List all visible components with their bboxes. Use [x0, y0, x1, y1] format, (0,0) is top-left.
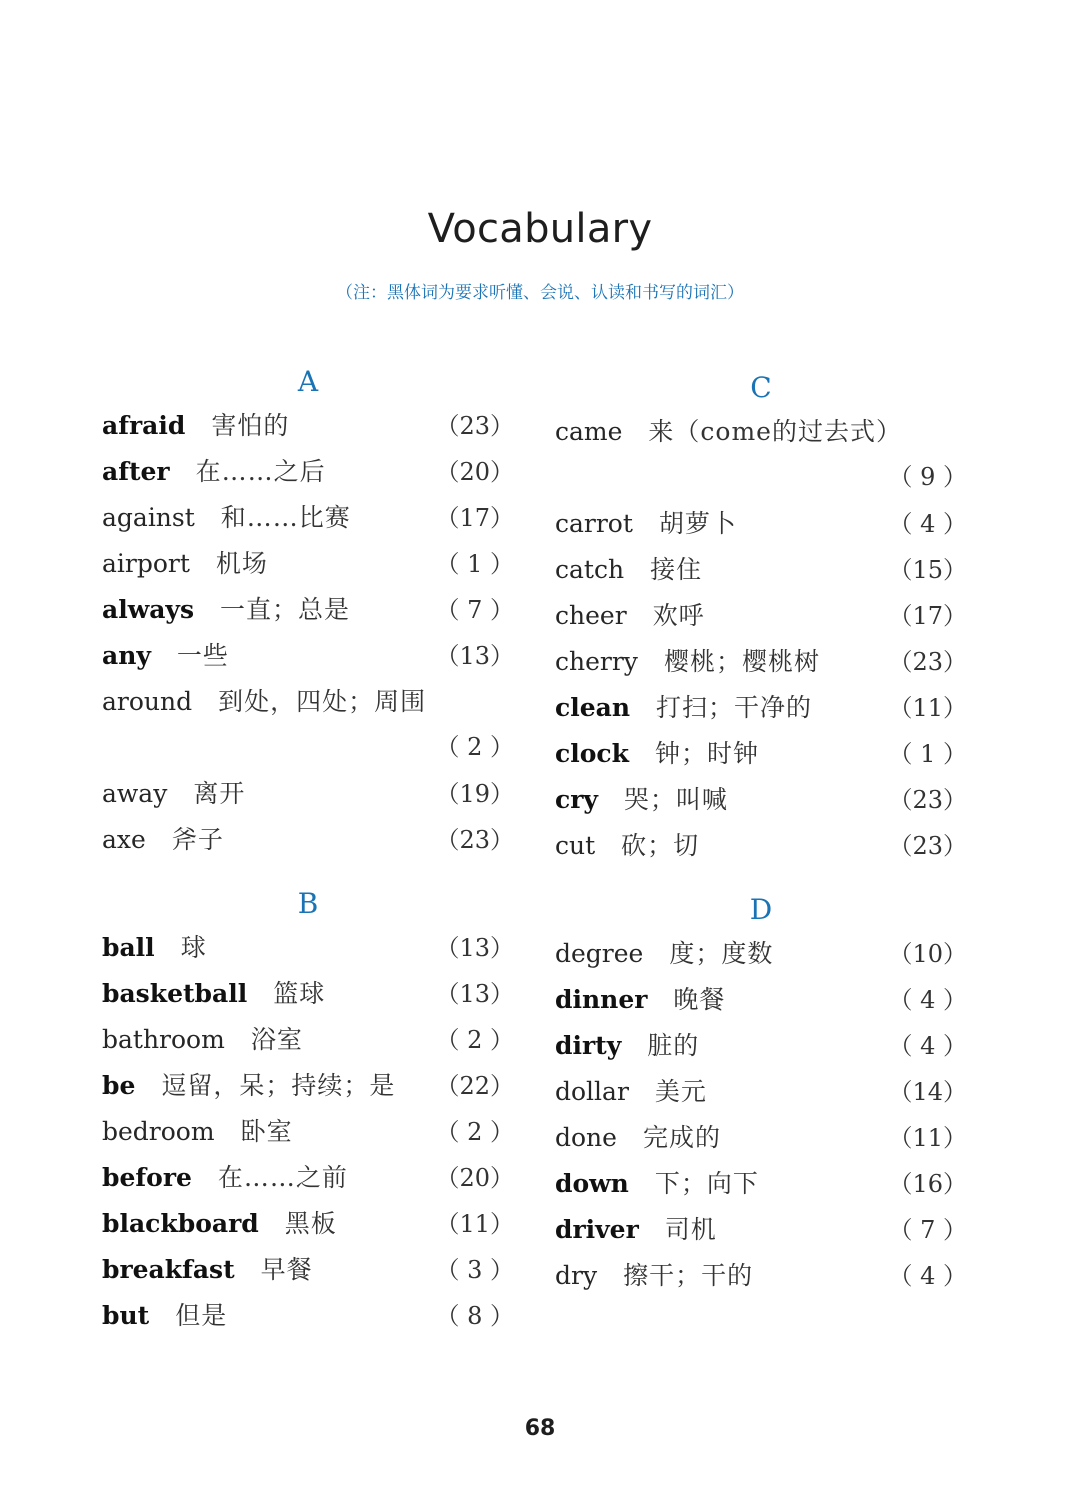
vocab-entry-cheer: [555, 596, 967, 636]
entry-lesson: （23）: [435, 826, 514, 854]
entry-meaning: 脏的: [647, 1031, 700, 1060]
entry-lesson: （23）: [888, 786, 967, 814]
entry-meaning: 浴室: [250, 1025, 303, 1054]
entry-word: against: [102, 503, 195, 532]
vocab-entry-airport: [102, 544, 514, 584]
entry-lesson: （23）: [888, 832, 967, 860]
entry-meaning: 司机: [664, 1215, 717, 1244]
entry-word: clean: [555, 693, 630, 722]
entry-lesson: （ 2 ）: [435, 1026, 514, 1054]
vocab-entry-cherry: [555, 642, 967, 682]
entry-meaning: 欢呼: [652, 601, 705, 630]
vocab-entry-before: [102, 1158, 514, 1198]
entry-meaning: 到处，四处；周围: [218, 687, 427, 716]
entry-lesson: （20）: [435, 1164, 514, 1192]
entry-meaning: 一直；总是: [220, 595, 351, 624]
vocab-entry-afraid: [102, 406, 514, 446]
entry-meaning: 篮球: [273, 979, 326, 1008]
vocab-entry-dinner: [555, 980, 967, 1020]
entry-lesson: （ 4 ）: [888, 510, 967, 538]
entry-lesson: （ 7 ）: [888, 1216, 967, 1244]
entry-lesson: （20）: [435, 458, 514, 486]
vocab-entry-catch: [555, 550, 967, 590]
section-letter-b: B: [297, 887, 319, 920]
entry-word: afraid: [102, 411, 186, 440]
entry-word: ball: [102, 933, 155, 962]
vocab-entry-against: [102, 498, 514, 538]
vocab-entry-dollar: [555, 1072, 967, 1112]
entry-meaning: 离开: [193, 779, 246, 808]
entry-word: cheer: [555, 601, 627, 630]
entry-lesson: （11）: [888, 694, 967, 722]
page-title: Vocabulary: [427, 206, 653, 252]
entry-word: degree: [555, 939, 644, 968]
entry-word: done: [555, 1123, 617, 1152]
entry-lesson: （ 4 ）: [888, 1262, 967, 1290]
entry-word: always: [102, 595, 195, 624]
vocab-entry-came: [555, 412, 967, 452]
entry-word: bedroom: [102, 1117, 215, 1146]
vocab-entry-degree: [555, 934, 967, 974]
entry-meaning: 卧室: [240, 1117, 293, 1146]
entry-lesson: （10）: [888, 940, 967, 968]
entry-word: dinner: [555, 985, 648, 1014]
entry-word: cut: [555, 831, 596, 860]
entry-meaning: 球: [180, 933, 207, 962]
entry-meaning: 来（come的过去式）: [648, 417, 902, 446]
entry-lesson: （17）: [888, 602, 967, 630]
entry-lesson: （ 1 ）: [888, 740, 967, 768]
section-letter-a: A: [297, 365, 319, 398]
entry-meaning: 哭；叫喊: [623, 785, 728, 814]
vocab-entry-clock: [555, 734, 967, 774]
entry-lesson: （23）: [888, 648, 967, 676]
entry-word: blackboard: [102, 1209, 259, 1238]
entry-meaning: 早餐: [260, 1255, 313, 1284]
entry-word: driver: [555, 1215, 639, 1244]
entry-lesson: （ 7 ）: [435, 596, 514, 624]
vocab-entry-basketball: [102, 974, 514, 1014]
section-letter-c: C: [750, 371, 772, 404]
entry-meaning: 完成的: [642, 1123, 721, 1152]
entry-meaning: 打扫；干净的: [656, 693, 813, 722]
page-note: （注：黑体词为要求听懂、会说、认读和书写的词汇）: [336, 283, 744, 303]
entry-lesson: （19）: [435, 780, 514, 808]
entry-lesson: （17）: [435, 504, 514, 532]
entry-word: but: [102, 1301, 150, 1330]
entry-meaning: 胡萝卜: [658, 509, 737, 538]
entry-word: around: [102, 687, 193, 716]
entry-word: dry: [555, 1261, 598, 1290]
vocab-entry-around-lesson: [102, 727, 514, 767]
entry-lesson: （14）: [888, 1078, 967, 1106]
entry-lesson: （ 4 ）: [888, 986, 967, 1014]
vocab-entry-bathroom: [102, 1020, 514, 1060]
vocab-entry-away: [102, 774, 514, 814]
entry-word: after: [102, 457, 170, 486]
entry-meaning: 接住: [650, 555, 703, 584]
entry-lesson: （ 1 ）: [435, 550, 514, 578]
entry-meaning: 美元: [654, 1077, 707, 1106]
entry-meaning: 一些: [176, 641, 229, 670]
entry-meaning: 砍；切: [621, 831, 700, 860]
entry-lesson: （ 2 ）: [435, 1118, 514, 1146]
entry-word: carrot: [555, 509, 633, 538]
entry-lesson: （16）: [888, 1170, 967, 1198]
entry-word: breakfast: [102, 1255, 235, 1284]
entry-word: clock: [555, 739, 629, 768]
entry-lesson: （23）: [435, 412, 514, 440]
vocab-entry-ball: [102, 928, 514, 968]
entry-meaning: 害怕的: [211, 411, 290, 440]
vocab-entry-after: [102, 452, 514, 492]
entry-meaning: 晚餐: [673, 985, 726, 1014]
entry-lesson: （13）: [435, 980, 514, 1008]
entry-lesson: （22）: [435, 1072, 514, 1100]
vocab-entry-done: [555, 1118, 967, 1158]
vocab-entry-came-lesson: [555, 457, 967, 497]
section-letter-d: D: [749, 893, 773, 926]
vocab-entry-down: [555, 1164, 967, 1204]
vocab-entry-carrot: [555, 504, 967, 544]
entry-meaning: 机场: [215, 549, 268, 578]
entry-word: be: [102, 1071, 136, 1100]
vocab-entry-dirty: [555, 1026, 967, 1066]
entry-meaning: 黑板: [284, 1209, 337, 1238]
entry-meaning: 樱桃；樱桃树: [663, 647, 820, 676]
entry-meaning: 度；度数: [669, 939, 774, 968]
entry-meaning: 逗留，呆；持续；是: [161, 1071, 396, 1100]
entry-meaning: 在……之后: [195, 457, 326, 486]
entry-word: dirty: [555, 1031, 622, 1060]
entry-meaning: 和……比赛: [220, 503, 351, 532]
entry-word: basketball: [102, 979, 248, 1008]
page-number: 68: [524, 1416, 556, 1441]
entry-meaning: 擦干；干的: [623, 1261, 754, 1290]
entry-meaning: 钟；时钟: [654, 739, 759, 768]
entry-word: away: [102, 779, 168, 808]
vocab-entry-always: [102, 590, 514, 630]
entry-word: cherry: [555, 647, 638, 676]
entry-word: any: [102, 641, 151, 670]
vocab-entry-be: [102, 1066, 514, 1106]
entry-meaning: 但是: [175, 1301, 228, 1330]
vocab-entry-around: [102, 682, 514, 722]
entry-word: bathroom: [102, 1025, 225, 1054]
entry-word: axe: [102, 825, 146, 854]
entry-word: airport: [102, 549, 190, 578]
vocab-entry-cry: [555, 780, 967, 820]
vocab-entry-driver: [555, 1210, 967, 1250]
entry-lesson: （ 9 ）: [888, 463, 967, 491]
entry-meaning: 斧子: [171, 825, 224, 854]
vocab-entry-axe: [102, 820, 514, 860]
vocab-entry-blackboard: [102, 1204, 514, 1244]
entry-meaning: 下；向下: [654, 1169, 759, 1198]
vocab-entry-breakfast: [102, 1250, 514, 1290]
entry-lesson: （11）: [888, 1124, 967, 1152]
entry-word: dollar: [555, 1077, 629, 1106]
vocab-entry-cut: [555, 826, 967, 866]
vocab-entry-any: [102, 636, 514, 676]
entry-lesson: （ 8 ）: [435, 1302, 514, 1330]
entry-word: catch: [555, 555, 625, 584]
entry-word: before: [102, 1163, 192, 1192]
vocab-entry-but: [102, 1296, 514, 1336]
entry-lesson: （13）: [435, 934, 514, 962]
entry-lesson: （11）: [435, 1210, 514, 1238]
entry-lesson: （ 3 ）: [435, 1256, 514, 1284]
vocab-entry-dry: [555, 1256, 967, 1296]
entry-lesson: （15）: [888, 556, 967, 584]
entry-lesson: （13）: [435, 642, 514, 670]
entry-word: came: [555, 417, 623, 446]
entry-lesson: （ 2 ）: [435, 733, 514, 761]
entry-meaning: 在……之前: [217, 1163, 348, 1192]
entry-lesson: （ 4 ）: [888, 1032, 967, 1060]
vocab-entry-bedroom: [102, 1112, 514, 1152]
entry-word: down: [555, 1169, 629, 1198]
entry-word: cry: [555, 785, 598, 814]
vocab-entry-clean: [555, 688, 967, 728]
